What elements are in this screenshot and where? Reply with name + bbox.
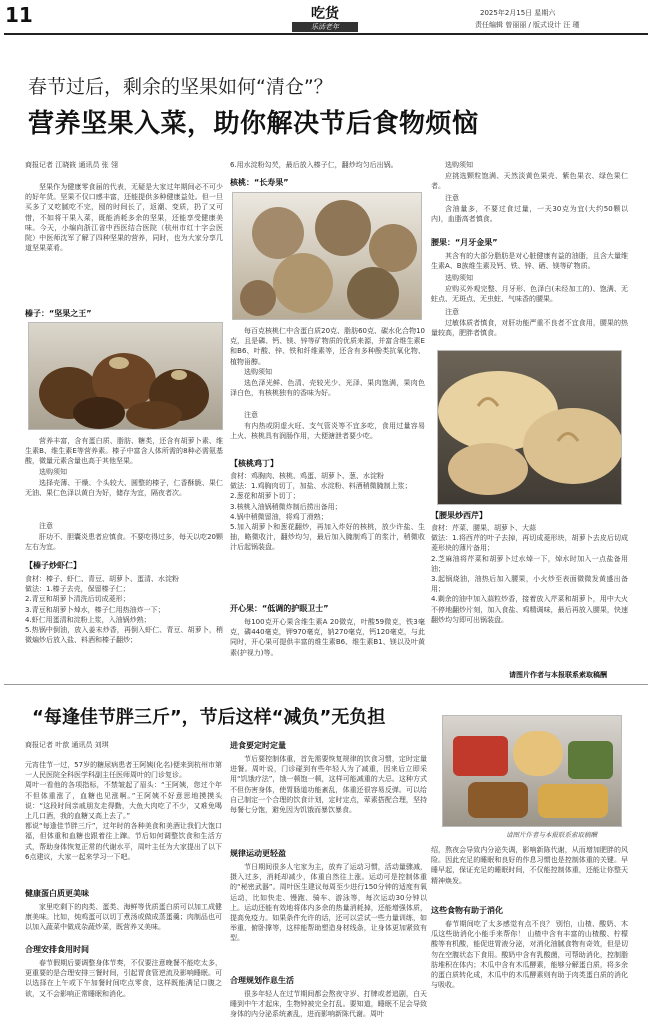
article2-s1-title: 健康蛋白质更美味	[25, 889, 89, 898]
hazel-note: 肝功不、胆囊炎患者应慎食。不要吃得过多，每天以吃20颗左右为宜。	[25, 533, 223, 552]
hazel-body: 营养丰富，含有蛋白质、脂肪、糖类，还含有胡萝卜素、维生素B、维生素E等营养素。榛子中富含人体所需的8种必需氨基酸，微量元素含量也高于其他坚果。	[25, 437, 223, 466]
hazel-title: 榛子：“坚果之王”	[25, 309, 92, 318]
walnut-note: 有内热或阴虚火旺、支气管炎等不宜多吃，食用过量容易上火、核桃具有润肠作用，大便溏泄者要少吃。	[230, 422, 425, 441]
pistachio-tips: 应挑选颗粒饱满、天然淡黄色果壳、紫色果衣、绿色果仁者。	[431, 172, 628, 191]
article2-byline: 商报记者 叶歆 通讯员 刘琪	[25, 741, 109, 749]
cashew-photo	[437, 350, 622, 505]
article2-s2-title: 合理安排食用时间	[25, 945, 89, 954]
hazel-recipe: 食材：榛子、虾仁、青豆、胡萝卜、蛋清、水淀粉 做法：1.榛子去壳，保留榛子仁； 2.青豆和胡萝卜清洗后切成菱形； 3.青豆和胡萝卜焯水，榛子仁用热油炸一下； 4.虾仁用蛋清和淀粉上浆，入油锅炒熟； 5.热锅中倒油，放入姜末炒香，再倒入虾仁、青豆、胡萝卜，稍微煸炒后放入盐、料酒和榛子翻炒；	[25, 575, 223, 645]
article2-photo-credit: 请图片作者与本报联系索取稿酬	[506, 831, 597, 839]
walnut-title: 核桃：“长寿果”	[230, 178, 289, 187]
hazel-recipe-cont: 6.用水淀粉勾芡，最后放入榛子仁，翻炒均匀后出锅。	[230, 161, 398, 169]
article2-s4-title: 规律运动更轻盈	[230, 849, 286, 858]
article2-s5-title: 合理规划作息生活	[230, 976, 294, 985]
article1-intro: 坚果作为健康零食届的代表，无疑是大家过年期间必不可少的好年货。坚果不仅口感丰富，还能提供多种健康益处。但一旦买多了又吃腻吃不完，囤的时间长了，返潮、变质，扔了又可惜，不如将干果入菜，既能消耗多余的坚果，还能享受健康美味。今天，小编向浙江省中西医结合医院（杭州市红十字会医院）中医师沈军了解了四种坚果的营养，同时，也为大家分享几道坚果菜肴。	[25, 183, 223, 253]
cashew-recipe: 食材：芹菜、腰果、胡萝卜、大蒜 做法：1.将西芹的叶子去掉，再切成菱形块，胡萝卜去皮后切成菱形块的薄片备用； 2.芝麻油将芹菜和胡萝卜过水焯一下，焯水时加入一点盐备用油； 3.起锅烧油，油热后加入腰果，小火炒至表面微微发黄盛出备用； 4.剩余的油中加入蒜粒炒香，接着放入芹菜和胡萝卜，用中大火不停地翻炒片刻，加入食盐、鸡精调味，最后再放入腰果，快速翻炒均匀即可出锅装盘。	[431, 524, 628, 624]
article2-s5-body: 很多年轻人在过节期间都会熬夜守岁、打牌或者追剧，白天睡到中午才起床，生物钟被完全打乱。要知道，睡眠不足会导致身体的内分泌系统紊乱，进而影响新陈代谢。周叶	[230, 990, 427, 1019]
cashew-tips-title: 选购须知	[445, 274, 473, 282]
header-rule	[4, 33, 648, 35]
article1-kicker: 春节过后，剩余的坚果如何“清仓”？	[28, 76, 333, 98]
section-title: 吃货	[311, 6, 339, 22]
pistachio-note-title: 注意	[445, 194, 459, 202]
article2-s2-body: 春节假期后要调整身体节奏，不仅要注意晚餐不能吃太多，更重要的是合理安排三餐时间，引起胃食管逆流及影响睡眠。可以选择在上午或下午加餐时间吃点零食，这样既能满足口腹之欲，又不会影响正常睡眠和消化。	[25, 959, 222, 998]
article2-s6-body: 春节期间吃了太多感觉有点不良？ 别怕，山楂、酸奶、木瓜这些助消化小能手来帮你！ 山楂中含有丰富的山楂酸、柠檬酸等有机酸，能促进胃液分泌，对消化油腻食物有奇效，但是切勿在空腹状态下食用。酸奶中含有乳酸菌，可帮助消化，控制脂肪堆积在体内；木瓜中含有木瓜酵素，能够分解蛋白质，将多余的蛋白质转化成，木瓜中的木瓜酵素则有助于肉类蛋白质的消化与吸收。	[431, 920, 628, 990]
cashew-recipe-title: 【腰果炒西芹】	[431, 511, 487, 520]
hazelnut-photo	[28, 322, 223, 430]
hazel-tips: 选择壳薄、干燥、个头较大、圆整的榛子，仁香酥脆、果仁无油、果仁色泽以黄白为好，储存为宜，隔夜者次。	[25, 479, 223, 498]
cashew-body: 其含有的大部分脂肪是对心脏健康有益的油脂，且含大量维生素A、B族维生素及钙、铁、锌、硒、镁等矿物质。	[431, 252, 628, 271]
article2-s1-body: 家里吃剩下的肉类、蛋类、海鲜等优质蛋白质可以加工成健康美味。比如，炖鸡蛋可以切丁煮汤或做成蒸蛋羹；肉制品也可以加入蔬菜中做成杂蔬炒菜，既营养又美味。	[25, 903, 222, 932]
article2-photo	[442, 715, 622, 827]
cashew-title: 腰果：“月牙金果”	[431, 238, 498, 247]
cashew-note: 过敏体质者慎食，对肝功能严重不良者不宜食用，腰果的热量较高，肥胖者慎食。	[431, 319, 628, 338]
pistachio-title: 开心果：“低调的护眼卫士”	[230, 604, 329, 613]
walnut-photo	[232, 192, 422, 320]
header-editors: 责任编辑 曾丽丽 / 版式设计 汪 瑾	[475, 21, 580, 29]
section-subtitle: 乐活老年	[292, 22, 358, 32]
article2-headline: “每逢佳节胖三斤”，节后这样“减负”无负担	[32, 707, 386, 728]
article1-byline: 商报记者 江晓筱 通讯员 张 翎	[25, 161, 118, 169]
pistachio-body: 每100克开心果含维生素A 20微克，叶酸59微克，铁3毫克，磷440毫克，钾970毫克，钠270毫克，钙120毫克，与此同时，开心果可提供丰富的维生素B6、维生素B1、镁以及叶黄素(护视力)等。	[230, 618, 425, 657]
walnut-tips-title: 选购须知	[244, 368, 272, 376]
hazel-note-title: 注意	[39, 522, 53, 530]
article1-photo-credit: 请图片作者与本报联系索取稿酬	[509, 671, 607, 679]
hazel-tips-title: 选购须知	[39, 468, 67, 476]
walnut-recipe: 食材：鸡胸肉、核桃、鸡蛋、胡萝卜、葱、水淀粉 做法：1.鸡胸肉切丁，加盐、水淀粉、料酒稍微腌制上浆； 2.葱花和胡萝卜切丁； 3.核桃入油锅稍微炸制后捞出备用； 4.锅中稍微留油，将鸡丁滑熟； 5.加入胡萝卜和葱花翻炒，再加入炸好的核桃，放少许盐、生抽，略微收汁，翻炒均匀，最后加入腌制鸡丁的浆汁，稍微收汁后起锅装盘。	[230, 472, 425, 552]
walnut-tips: 选色泽光鲜、色清、壳较光少、光泽、果肉饱满，果肉色泽白色，有核桃独有的香味为好。	[230, 379, 425, 398]
walnut-note-title: 注意	[244, 411, 258, 419]
hazel-recipe-title: 【榛子炒虾仁】	[25, 561, 81, 570]
cashew-tips: 应购买外观完整、月牙形、色泽白(未经加工的)、饱满、无蛀点、无斑点、无虫蛀、气味香的腰果。	[431, 285, 628, 304]
article-divider	[4, 684, 648, 685]
article2-s3-body: 节后要控制体重，首先需要恢复规律的饮食习惯，定时定量进餐。周叶说，门诊碰到有些年轻人为了减重，因来后立即采用“饥饿疗法”，饿一顿饱一顿，这样可能减重的大忌。这种方式不但伤害身体，使胃肠道功能紊乱，体重还很容易反弹。可以给自己制定一个合理的饮食计划，定时定点，荤素搭配合理，坚持每餐七分饱，避免因为饥饿而暴饮暴食。	[230, 755, 427, 815]
walnut-body: 每百克核桃仁中含蛋白质20克、脂肪60克、碳水化合物10克，且是磷、钙、镁、锌等矿物质的优质来源，并富含维生素E和B6、叶酸、锌、铁和纤维素等，还含有多种酚类抗氧化物、植物甾醇。	[230, 327, 425, 366]
cashew-note-title: 注意	[445, 308, 459, 316]
page-number: 11	[5, 3, 33, 27]
pistachio-tips-title: 选购须知	[445, 161, 473, 169]
article2-col3-cont: 绍，熬夜会导致内分泌失调，影响新陈代谢，从而增加肥胖的风险。因此充足的睡眠和良好的作息习惯也是控制体重的关键。早睡早起，保证充足的睡眠时间，不仅能控制体重，还能让你整天精神焕发。	[431, 846, 628, 885]
article1-headline: 营养坚果入菜，助你解决节后食物烦恼	[28, 109, 479, 139]
walnut-recipe-title: 【核桃鸡丁】	[230, 459, 278, 468]
article2-s6-title: 这些食物有助于消化	[431, 906, 503, 915]
article2-s3-title: 进食要定时定量	[230, 741, 286, 750]
article2-intro: 元宵佳节一过，57岁的糖尿病患者王阿姨(化名)便来到杭州市第一人民医院全科医学科副主任医师周叶的门诊复诊。 周叶一看他的各项指标，不禁皱起了眉头：“王阿姨，您过个年不但体重涨了，血糖也见涨啊。”王阿姨不好意思地摸摸头说：“这段时间亲戚朋友走得勤，大鱼大肉吃了不少，又难免喝上几口酒，我的血糖又高上去了。” 都说“每逢佳节胖三斤”，过年时的各种美食和美酒让我们大饱口福，但体重和血糖也跟着往上蹿。节后如何调整饮食和生活方式，帮助身体恢复正常的代谢水平，周叶主任为大家提出了以下6点建议，大家一起来学习一下吧。	[25, 761, 222, 861]
article2-s4-body: 节日期间很多人宅家为主，放弃了运动习惯，活动量骤减，摄入过多，消耗却减少，体重自然往上涨。运动可是控制体重的“秘密武器”。周叶医生建议每周至少进行150分钟的适度有氧运动，比如快走、慢跑、骑车、游泳等，每次运动30分钟以上。运动还能有效地将体内多余的热量消耗掉，还能增强体质，提高免疫力。如果条件允许的话，还可以尝试一些力量训练，如举重、俯卧撑等，这样能帮助塑造身材线条，让身体更加紧致有型。	[230, 863, 427, 943]
header-date: 2025年2月15日 星期六	[480, 9, 556, 17]
pistachio-note: 含油量多，不要过食过量，一天30克为宜(大约50颗以内)，血脂高者慎食。	[431, 205, 628, 224]
